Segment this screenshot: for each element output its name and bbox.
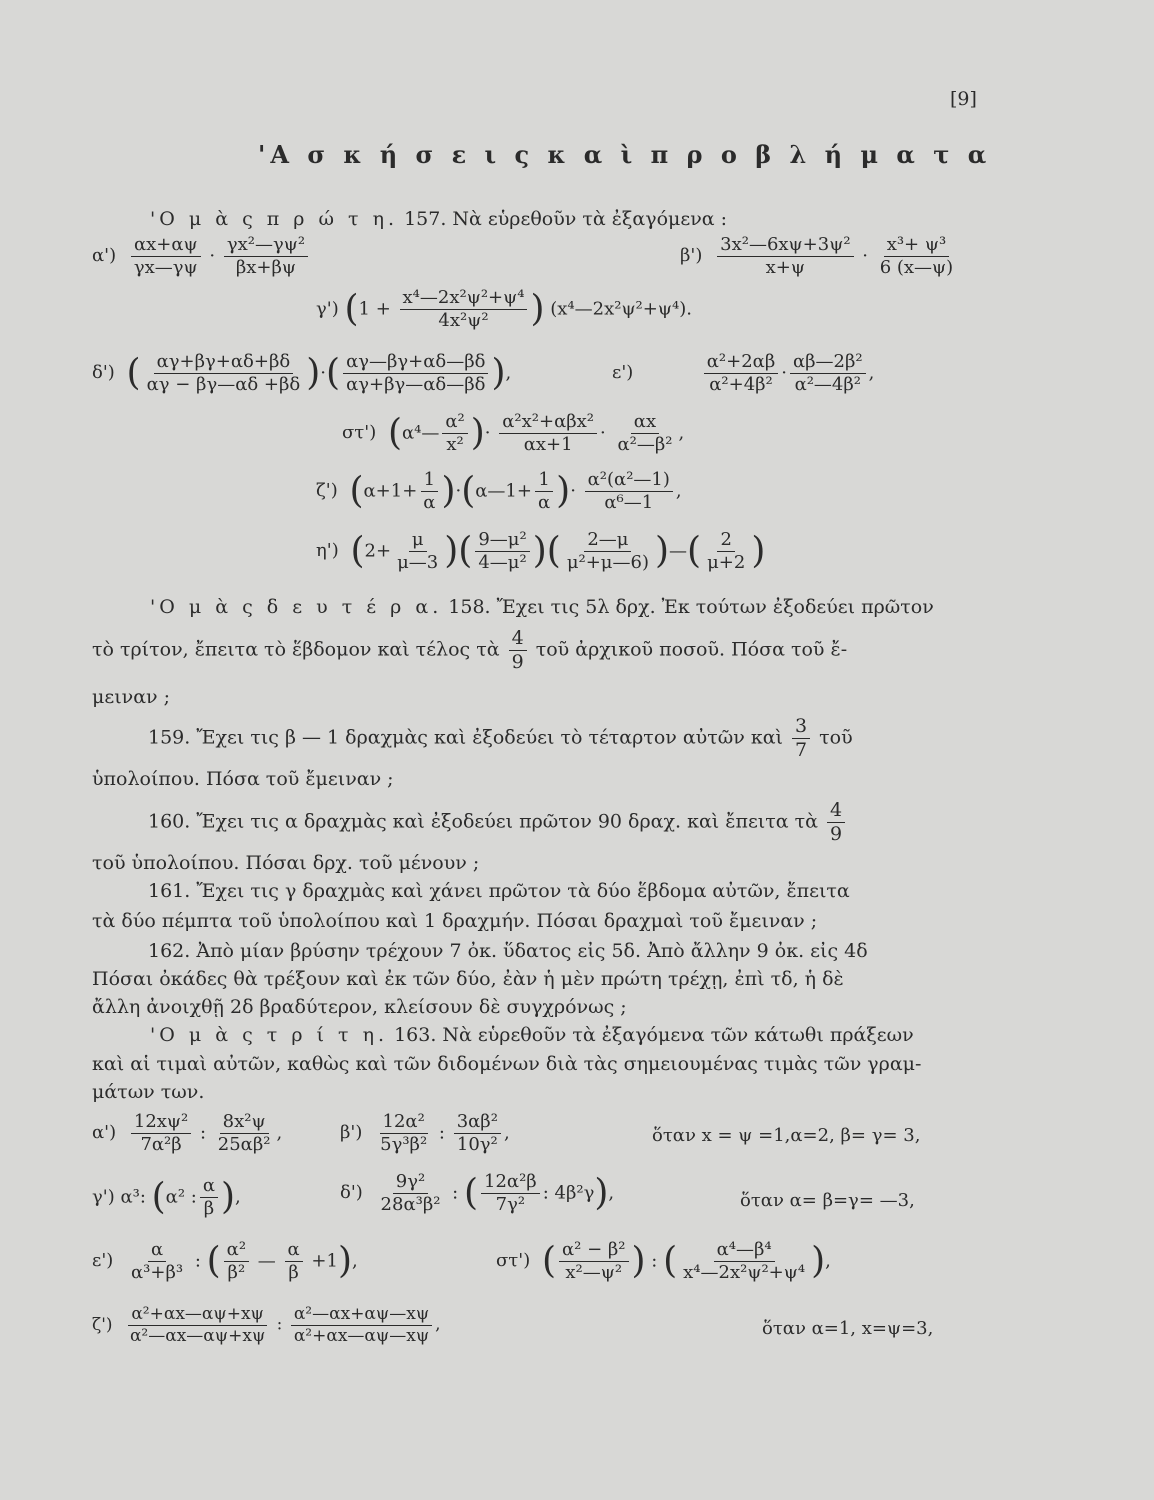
fraction: $\frac{\text{α²}}{\text{β²}}$ [224,1240,249,1283]
exercise-label: β') [340,1122,363,1144]
group2-text: 158. Ἔχει τις 5λ δρχ. Ἐκ τούτων ἐξοδεύει πρῶτον [448,596,934,618]
fraction: $\frac{\text{α²+2αβ}}{\text{α²+4β²}}$ [704,352,778,395]
exercise-157z: ζ') (α+1+ $\frac{1}{\alpha}$ )·(α—1+ $\frac{1}{\alpha}$ )· $\frac{\text{α²(α²—1)}}{\text{α⁶—1}}$ , [316,469,682,513]
fraction: $\frac{\alpha\gamma—\beta\gamma+\alpha\delta—\beta\delta}{\alpha\gamma+\beta\gamma—\alpha\delta—\beta\delta}$ [343,352,488,395]
fraction: $\frac{\text{α²x²+αβx²}}{\alpha x+1}$ [499,412,597,455]
problem-161-line1: 161. Ἔχει τις γ δραχμὰς καὶ χάνει πρῶτον τὰ δύο ἕβδομα αὐτῶν, ἔπειτα [148,880,850,902]
exercise-label: γ') α³: [92,1186,146,1208]
exercise-157c: γ') (1 + $\frac{\text{x⁴—2x²ψ²+ψ⁴}}{\text{4x²ψ²}}$ ) (x⁴—2x²ψ²+ψ⁴). [316,287,692,331]
condition-3: ὅταν α=1, x=ψ=3, [762,1318,934,1339]
problem-163-line3: μάτων των. [92,1081,205,1103]
group1-text: 157. Νὰ εὑρεθοῦν τὰ ἐξαγόμενα : [404,208,728,230]
group1-line [150,208,727,230]
fraction: $\frac{4}{9}$ [827,800,845,845]
page-title: 'Α σ κ ή σ ε ι ς κ α ὶ π ρ ο β λ ή μ α τ α [258,140,992,169]
fraction: $\frac{\text{12xψ²}}{\text{7α²β}}$ [131,1112,191,1155]
fraction: $\frac{\text{α²}}{\text{x²}}$ [442,412,467,455]
fraction: $\frac{2—\mu}{\text{μ²+μ—6)}}$ [566,529,649,573]
problem-158-line2: τὸ τρίτον, ἔπειτα τὸ ἕβδομον καὶ τέλος τὰ $\frac{4}{9}$ τοῦ ἀρχικοῦ ποσοῦ. Πόσα τοῦ ἔ- [92,627,848,673]
fraction: $\frac{\text{α²(α²—1)}}{\text{α⁶—1}}$ [585,470,673,513]
fraction: $\frac{\text{γx²—γψ²}}{\beta x+\beta\psi}$ [224,235,308,278]
fraction: $\frac{1}{\alpha}$ [420,470,438,513]
exercise-157h: η') (2+ $\frac{\mu}{\mu—3}$ )( $\frac{\text{9—μ²}}{\text{4—μ²}}$ )( $\frac{2—\mu}{\text{μ²+μ—6)}}$ )—( $\frac{2}{\mu+2}$ ) [316,529,766,573]
problem-162-line1: 162. Ἀπὸ μίαν βρύσην τρέχουν 7 ὀκ. ὕδατος εἰς 5δ. Ἀπὸ ἄλλην 9 ὀκ. εἰς 4δ [148,940,868,962]
fraction: $\frac{\text{α²+αx—αψ+xψ}}{\text{α²—αx—αψ+xψ}}$ [129,1304,266,1346]
condition-1: ὅταν x = ψ =1,α=2, β= γ= 3, [652,1125,921,1146]
fraction: $\frac{\text{9γ²}}{\text{28α³β²}}$ [380,1171,441,1215]
fraction: $\frac{\text{α²—αx+αψ—xψ}}{\text{α²+αx—αψ—xψ}}$ [291,1305,432,1345]
fraction: $\frac{\text{8x²ψ}}{\text{25αβ²}}$ [217,1111,271,1155]
fraction: $\frac{\text{αβ—2β²}}{\text{α²—4β²}}$ [790,352,866,395]
fraction: $\frac{\alpha}{\beta}$ [285,1240,303,1283]
exercise-157d: δ') ( $\frac{\alpha\gamma+\beta\gamma+\alpha\delta+\beta\delta}{\alpha\gamma - \beta\gamma—\alpha\delta +\beta\delta}$ )·( $\frac{\alpha\gamma—\beta\gamma+\alpha\delta—\beta\delta}{\alpha\gamma+\beta\gamma—\alpha\delta—\beta\delta}$ ), [92,351,512,395]
fraction: $\frac{\text{3αβ²}}{\text{10γ²}}$ [454,1112,501,1155]
group3-text: 163. Νὰ εὑρεθοῦν τὰ ἐξαγόμενα τῶν κάτωθι πράξεων [394,1024,914,1046]
problem-161-line2: τὰ δύο πέμπτα τοῦ ὑπολοίπου καὶ 1 δραχμήν. Πόσαι δραχμαὶ τοῦ ἔμειναν ; [92,910,818,932]
exercise-label: α') [92,245,117,267]
problem-159-line2: ὑπολοίπου. Πόσα τοῦ ἔμειναν ; [92,768,394,790]
exercise-label: στ') [342,422,377,444]
problem-162-line3: ἄλλη ἀνοιχθῇ 2δ βραδύτερον, κλείσουν δὲ συγχρόνως ; [92,996,627,1018]
problem-159: 159. Ἔχει τις β — 1 δραχμὰς καὶ ἐξοδεύει τὸ τέταρτον αὐτῶν καὶ $\frac{3}{7}$ τοῦ [148,715,853,761]
fraction: $\frac{\text{x⁴—2x²ψ²+ψ⁴}}{\text{4x²ψ²}}$ [400,288,528,331]
fraction: $\frac{\text{α² − β²}}{\text{x²—ψ²}}$ [559,1240,629,1283]
problem-162-line2: Πόσαι ὀκάδες θὰ τρέξουν καὶ ἐκ τῶν δύο, ἐὰν ἡ μὲν πρώτη τρέχῃ, ἐπὶ τδ, ἡ δὲ [92,968,844,990]
fraction: $\frac{3}{7}$ [792,716,810,761]
fraction: $\frac{\alpha}{\beta}$ [200,1176,218,1219]
fraction: $\frac{\alpha x}{\text{α²—β²}}$ [617,411,673,455]
group1-label: 'Ο μ ὰ ς π ρ ώ τ η. [150,208,399,230]
fraction: $\frac{\text{12α²β}}{\text{7γ²}}$ [481,1172,540,1215]
fraction: $\frac{2}{\mu+2}$ [707,529,746,573]
fraction: $\frac{4}{9}$ [509,628,527,673]
fraction: $\frac{\alpha\gamma+\beta\gamma+\alpha\delta+\beta\delta}{\alpha\gamma - \beta\gamma—\alpha\delta +\beta\delta}$ [146,351,301,395]
exercise-label: δ') [340,1182,363,1204]
exercise-163c: γ') α³: (α² : $\frac{\alpha}{\beta}$ ), [92,1175,241,1219]
exercise-163st: στ') ( $\frac{\text{α² − β²}}{\text{x²—ψ²}}$ ) : ( $\frac{\text{α⁴—β⁴}}{\text{x⁴—2x²ψ²+ψ⁴}}$ ), [496,1239,831,1283]
group2-label: 'Ο μ ὰ ς δ ε υ τ έ ρ α. [150,596,443,618]
exercise-label: ζ') [316,480,338,502]
exercise-157b: β') $\frac{\text{3x²—6xψ+3ψ²}}{x+\psi}$ · $\frac{\text{x³+ ψ³}}{6 (x—\psi)}$ [680,235,959,278]
exercise-157st: στ') (α⁴— $\frac{\text{α²}}{\text{x²}}$ )· $\frac{\text{α²x²+αβx²}}{\alpha x+1}$ · $\frac{\alpha x}{\text{α²—β²}}$ , [342,411,685,455]
page-number: [9] [950,88,977,110]
exercise-label: γ') [316,298,339,320]
fraction: $\frac{\text{12α²}}{\text{5γ³β²}}$ [380,1111,428,1155]
exercise-label: δ') [92,362,115,384]
exercise-label: στ') [496,1250,531,1272]
exercise-157a: α') $\frac{\alpha x+\alpha\psi}{\gamma x—\gamma\psi}$ · $\frac{\text{γx²—γψ²}}{\beta x+\beta\psi}$ [92,235,311,278]
exercise-163z: ζ') $\frac{\text{α²+αx—αψ+xψ}}{\text{α²—αx—αψ+xψ}}$ : $\frac{\text{α²—αx+αψ—xψ}}{\text{α²+αx—αψ—xψ}}$ , [92,1304,441,1346]
exercise-163d: δ') $\frac{\text{9γ²}}{\text{28α³β²}}$ : ( $\frac{\text{12α²β}}{\text{7γ²}}$ : 4β²γ), [340,1171,615,1215]
group3-label: 'Ο μ ὰ ς τ ρ ί τ η. [150,1024,389,1046]
fraction: $\frac{\text{α⁴—β⁴}}{\text{x⁴—2x²ψ²+ψ⁴}}$ [683,1239,806,1283]
exercise-label: ε') [92,1250,114,1272]
exercise-163e: ε') $\frac{\alpha}{\text{α³+β³}}$ : ( $\frac{\text{α²}}{\text{β²}}$ — $\frac{\alpha}{\beta}$ +1), [92,1239,358,1283]
exercise-163b: β') $\frac{\text{12α²}}{\text{5γ³β²}}$ : $\frac{\text{3αβ²}}{\text{10γ²}}$ , [340,1111,510,1155]
fraction: $\frac{\text{9—μ²}}{\text{4—μ²}}$ [475,530,529,573]
fraction: $\frac{\alpha x+\alpha\psi}{\gamma x—\gamma\psi}$ [131,235,201,278]
exercise-label: α') [92,1122,117,1144]
exercise-163a: α') $\frac{\text{12xψ²}}{\text{7α²β}}$ : $\frac{\text{8x²ψ}}{\text{25αβ²}}$ , [92,1111,283,1155]
exercise-label: ε') [612,362,634,384]
fraction: $\frac{\mu}{\mu—3}$ [397,529,439,573]
problem-160: 160. Ἔχει τις α δραχμὰς καὶ ἐξοδεύει πρῶτον 90 δραχ. καὶ ἔπειτα τὰ $\frac{4}{9}$ [148,800,848,845]
fraction: $\frac{\text{3x²—6xψ+3ψ²}}{x+\psi}$ [717,235,853,278]
problem-160-line2: τοῦ ὑπολοίπου. Πόσαι δρχ. τοῦ μένουν ; [92,852,480,874]
condition-2: ὅταν α= β=γ= —3, [740,1190,915,1211]
group2-line [150,596,934,618]
problem-163-line2: καὶ αἱ τιμαὶ αὐτῶν, καθὼς καὶ τῶν διδομένων διὰ τὰς σημειουμένας τιμὰς τῶν γραμ- [92,1053,922,1075]
fraction: $\frac{\alpha}{\text{α³+β³}}$ [131,1239,184,1283]
fraction: $\frac{1}{\alpha}$ [535,470,553,513]
group3-line [150,1024,914,1046]
exercise-label: β') [680,245,703,267]
problem-158-line3: μειναν ; [92,686,171,708]
exercise-label: η') [316,540,339,562]
exercise-label: ζ') [92,1314,113,1335]
fraction: $\frac{\text{x³+ ψ³}}{6 (x—\psi)}$ [879,234,954,278]
exercise-157e: ε') $\frac{\text{α²+2αβ}}{\text{α²+4β²}}$ · $\frac{\text{αβ—2β²}}{\text{α²—4β²}}$ , [612,351,875,395]
